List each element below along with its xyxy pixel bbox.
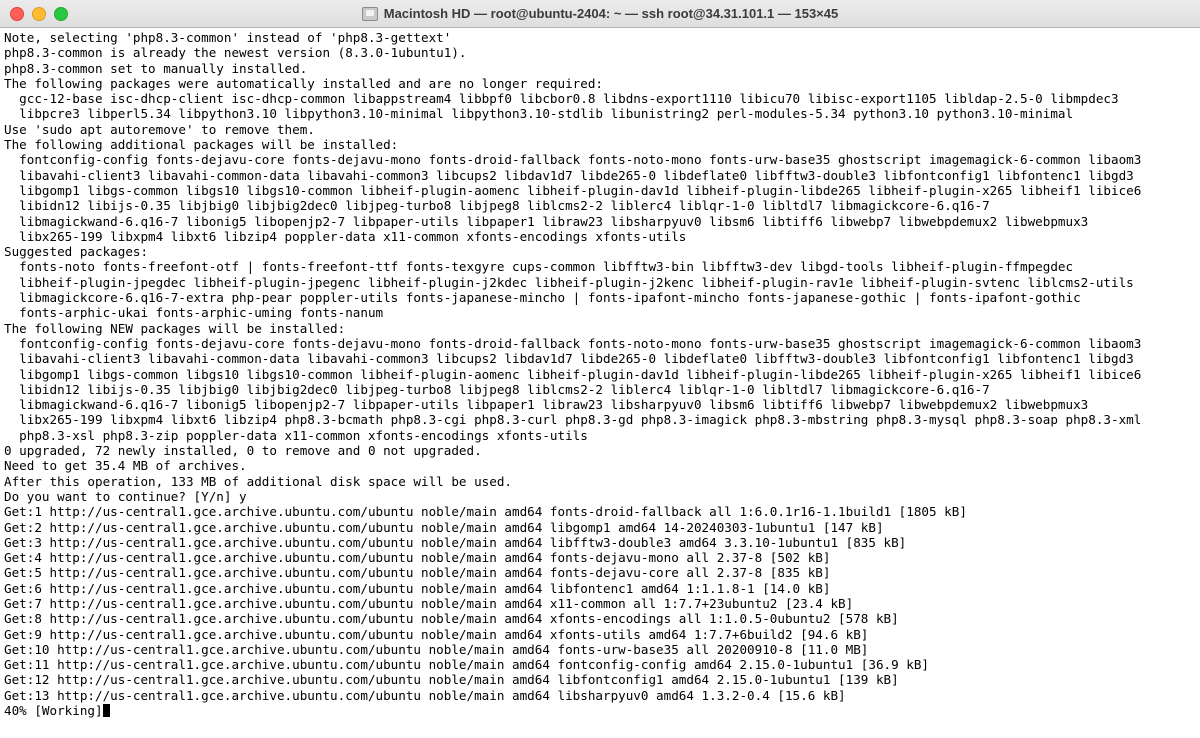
- terminal-line: Get:1 http://us-central1.gce.archive.ubuntu.com/ubuntu noble/main amd64 fonts-droid-fallback all 1:6.0.1r16-1.1build1 [1805 kB]: [4, 504, 967, 520]
- terminal-line: libgomp1 libgs-common libgs10 libgs10-common libheif-plugin-aomenc libheif-plugin-dav1d libheif-plugin-libde265 libheif-plugin-x265 libheif1 libice6: [4, 366, 1142, 382]
- terminal-line: libmagickwand-6.q16-7 libonig5 libopenjp2-7 libpaper-utils libpaper1 libraw23 libsharpyuv0 libsm6 libtiff6 libwebp7 libwebpdemux2 libwebpmux3: [4, 213, 1089, 229]
- terminal-line: libavahi-client3 libavahi-common-data libavahi-common3 libcups2 libdav1d7 libde265-0 libdeflate0 libfftw3-double3 libfontconfig1 libfontenc1 libgd3: [4, 167, 1134, 183]
- title-center-group: [0, 0, 1200, 27]
- terminal-line: fonts-noto fonts-freefont-otf | fonts-freefont-ttf fonts-texgyre cups-common libfftw3-bin libfftw3-dev libgd-tools libheif-plugin-ffmpegdec: [4, 259, 1074, 275]
- terminal-line: Get:7 http://us-central1.gce.archive.ubuntu.com/ubuntu noble/main amd64 x11-common all 1:7.7+23ubuntu2 [23.4 kB]: [4, 595, 854, 611]
- hard-disk-icon: [362, 7, 378, 21]
- terminal-line: php8.3-common set to manually installed.: [4, 60, 308, 76]
- terminal-line: Get:10 http://us-central1.gce.archive.ubuntu.com/ubuntu noble/main amd64 fonts-urw-base35 all 20200910-8 [11.0 MB]: [4, 641, 869, 657]
- terminal-line: Get:9 http://us-central1.gce.archive.ubuntu.com/ubuntu noble/main amd64 xfonts-utils amd64 1:7.7+6build2 [94.6 kB]: [4, 626, 869, 642]
- terminal-line: Note, selecting 'php8.3-common' instead of 'php8.3-gettext': [4, 30, 452, 45]
- download-progress-status: 40% [Working]: [4, 703, 103, 719]
- window-title: Macintosh HD — root@ubuntu-2404: ~ — ssh root@34.31.101.1 — 153×45: [383, 6, 839, 21]
- terminal-line: Get:12 http://us-central1.gce.archive.ubuntu.com/ubuntu noble/main amd64 libfontconfig1 amd64 2.15.0-1ubuntu1 [139 kB]: [4, 672, 899, 688]
- terminal-line: php8.3-common is already the newest version (8.3.0-1ubuntu1).: [4, 45, 467, 61]
- terminal-line: fontconfig-config fonts-dejavu-core fonts-dejavu-mono fonts-droid-fallback fonts-noto-mono fonts-urw-base35 ghostscript imagemagick-6-common libaom3: [4, 152, 1142, 168]
- terminal-status-line: [4, 703, 1196, 718]
- terminal-line: Need to get 35.4 MB of archives.: [4, 458, 247, 474]
- terminal-line: Get:3 http://us-central1.gce.archive.ubuntu.com/ubuntu noble/main amd64 libfftw3-double3 amd64 3.3.10-1ubuntu1 [835 kB]: [4, 534, 907, 550]
- window-controls[interactable]: [10, 7, 68, 21]
- terminal-cursor: [103, 704, 111, 717]
- terminal-line: fontconfig-config fonts-dejavu-core fonts-dejavu-mono fonts-droid-fallback fonts-noto-mono fonts-urw-base35 ghostscript imagemagick-6-common libaom3: [4, 335, 1142, 351]
- minimize-button[interactable]: [32, 7, 46, 21]
- terminal-line: Get:6 http://us-central1.gce.archive.ubuntu.com/ubuntu noble/main amd64 libfontenc1 amd64 1:1.1.8-1 [14.0 kB]: [4, 580, 831, 596]
- terminal-line: 0 upgraded, 72 newly installed, 0 to remove and 0 not upgraded.: [4, 443, 482, 459]
- terminal-line: libheif-plugin-jpegdec libheif-plugin-jpegenc libheif-plugin-j2kdec libheif-plugin-j2kenc libheif-plugin-rav1e libheif-plugin-svtenc liblcms2-utils: [4, 274, 1134, 290]
- terminal-line: fonts-arphic-ukai fonts-arphic-uming fonts-nanum: [4, 305, 384, 321]
- zoom-button[interactable]: [54, 7, 68, 21]
- terminal-line: gcc-12-base isc-dhcp-client isc-dhcp-common libappstream4 libbpf0 libcbor0.8 libdns-export1110 libicu70 libisc-export1105 libldap-2.5-0 libmpdec3: [4, 91, 1119, 107]
- terminal-line: Get:4 http://us-central1.gce.archive.ubuntu.com/ubuntu noble/main amd64 fonts-dejavu-mono all 2.37-8 [502 kB]: [4, 550, 831, 566]
- terminal-line: The following packages were automatically installed and are no longer required:: [4, 75, 603, 91]
- terminal-line: libx265-199 libxpm4 libxt6 libzip4 php8.3-bcmath php8.3-cgi php8.3-curl php8.3-gd php8.3-imagick php8.3-mbstring php8.3-mysql php8.3-soap php8.3-xml: [4, 412, 1142, 428]
- terminal-line: libidn12 libijs-0.35 libjbig0 libjbig2dec0 libjpeg-turbo8 libjpeg8 liblcms2-2 liblerc4 liblqr-1-0 libltdl7 libmagickcore-6.q16-7: [4, 198, 990, 214]
- terminal-line: Get:8 http://us-central1.gce.archive.ubuntu.com/ubuntu noble/main amd64 xfonts-encodings all 1:1.0.5-0ubuntu2 [578 kB]: [4, 611, 899, 627]
- terminal-line: libpcre3 libperl5.34 libpython3.10 libpython3.10-minimal libpython3.10-stdlib libunistring2 perl-modules-5.34 python3.10 python3.10-minimal: [4, 106, 1074, 122]
- terminal-line: The following NEW packages will be installed:: [4, 320, 346, 336]
- terminal-line: After this operation, 133 MB of additional disk space will be used.: [4, 473, 512, 489]
- terminal-line: Do you want to continue? [Y/n] y: [4, 488, 247, 504]
- terminal-line: libavahi-client3 libavahi-common-data libavahi-common3 libcups2 libdav1d7 libde265-0 libdeflate0 libfftw3-double3 libfontconfig1 libfontenc1 libgd3: [4, 351, 1134, 367]
- terminal-output[interactable]: [0, 28, 1200, 738]
- title-bar[interactable]: [0, 0, 1200, 28]
- terminal-line: php8.3-xsl php8.3-zip poppler-data x11-common xfonts-encodings xfonts-utils: [4, 427, 588, 443]
- terminal-line: Get:2 http://us-central1.gce.archive.ubuntu.com/ubuntu noble/main amd64 libgomp1 amd64 14-20240303-1ubuntu1 [147 kB]: [4, 519, 884, 535]
- terminal-line: Use 'sudo apt autoremove' to remove them.: [4, 121, 315, 137]
- terminal-line: libmagickwand-6.q16-7 libonig5 libopenjp2-7 libpaper-utils libpaper1 libraw23 libsharpyuv0 libsm6 libtiff6 libwebp7 libwebpdemux2 libwebpmux3: [4, 397, 1089, 413]
- terminal-line: libmagickcore-6.q16-7-extra php-pear poppler-utils fonts-japanese-mincho | fonts-ipafont-mincho fonts-japanese-gothic | fonts-ipafont-gothic: [4, 290, 1081, 306]
- terminal-line: Suggested packages:: [4, 244, 149, 260]
- terminal-line: Get:13 http://us-central1.gce.archive.ubuntu.com/ubuntu noble/main amd64 libsharpyuv0 amd64 1.3.2-0.4 [15.6 kB]: [4, 687, 846, 703]
- terminal-line: The following additional packages will be installed:: [4, 137, 399, 153]
- terminal-line: Get:11 http://us-central1.gce.archive.ubuntu.com/ubuntu noble/main amd64 fontconfig-config amd64 2.15.0-1ubuntu1 [36.9 kB]: [4, 657, 930, 673]
- terminal-line: libidn12 libijs-0.35 libjbig0 libjbig2dec0 libjpeg-turbo8 libjpeg8 liblcms2-2 liblerc4 liblqr-1-0 libltdl7 libmagickcore-6.q16-7: [4, 381, 990, 397]
- terminal-line: Get:5 http://us-central1.gce.archive.ubuntu.com/ubuntu noble/main amd64 fonts-dejavu-core all 2.37-8 [835 kB]: [4, 565, 831, 581]
- terminal-line: libx265-199 libxpm4 libxt6 libzip4 poppler-data x11-common xfonts-encodings xfonts-utils: [4, 228, 687, 244]
- terminal-line: libgomp1 libgs-common libgs10 libgs10-common libheif-plugin-aomenc libheif-plugin-dav1d libheif-plugin-libde265 libheif-plugin-x265 libheif1 libice6: [4, 182, 1142, 198]
- close-button[interactable]: [10, 7, 24, 21]
